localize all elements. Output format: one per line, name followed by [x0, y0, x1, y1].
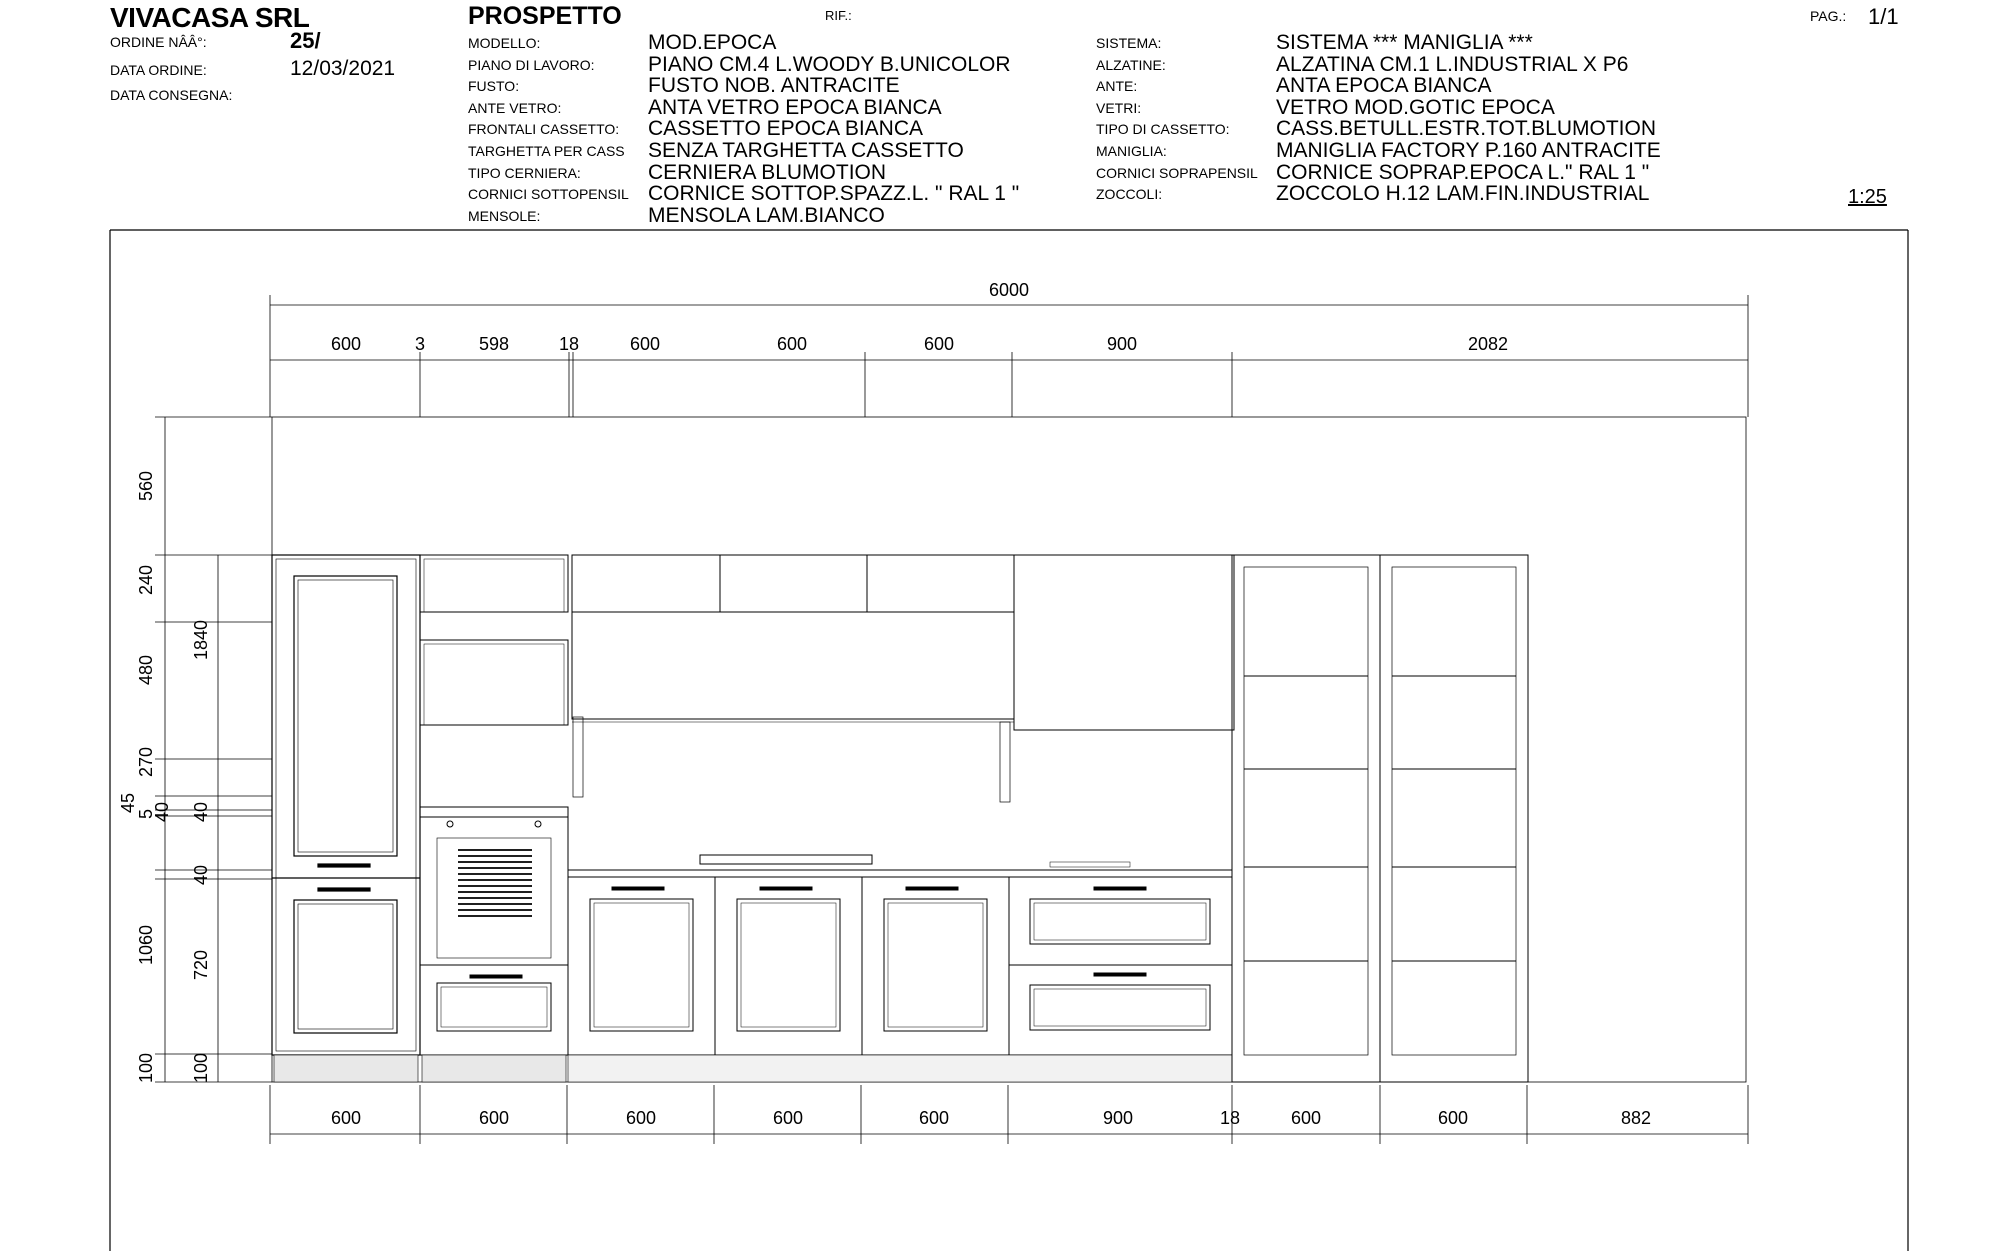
spec-right-value: MANIGLIA FACTORY P.160 ANTRACITE — [1276, 139, 1661, 162]
spec-left-label: MODELLO: — [468, 35, 541, 51]
spec-right-value: SISTEMA *** MANIGLIA *** — [1276, 31, 1533, 54]
spec-right-value: CASS.BETULL.ESTR.TOT.BLUMOTION — [1276, 117, 1657, 141]
dimension-top: 600 — [330, 334, 362, 354]
drawing-frame — [110, 230, 1908, 1251]
order-number-value: 25/ — [290, 28, 321, 53]
dimension-bottom: 600 — [625, 1108, 657, 1128]
dimension-overall: 6000 — [988, 280, 1030, 300]
dimension-bottom: 600 — [1437, 1108, 1469, 1128]
rif-label: RIF.: — [825, 8, 852, 23]
dimension-labels — [118, 280, 1651, 1128]
dimension-top: 600 — [923, 334, 955, 354]
spec-left-value: CERNIERA BLUMOTION — [648, 160, 887, 184]
dimension-bottom: 600 — [478, 1108, 510, 1128]
page-label: PAG.: — [1810, 8, 1847, 24]
spec-right-value: ZOCCOLO H.12 LAM.FIN.INDUSTRIAL — [1276, 182, 1650, 206]
dimension-left-outer: 5 — [136, 808, 156, 820]
dimension-bottom: 600 — [1290, 1108, 1322, 1128]
spec-left-label: CORNICI SOTTOPENSIL — [468, 186, 629, 203]
spec-right-value: ALZATINA CM.1 L.INDUSTRIAL X P6 — [1276, 52, 1629, 76]
dimension-left-outer: 480 — [136, 654, 156, 686]
spec-left-value: ANTA VETRO EPOCA BIANCA — [648, 95, 942, 119]
spec-right-value: CORNICE SOPRAP.EPOCA L." RAL 1 " — [1276, 160, 1650, 184]
dimension-left-inner: 100 — [191, 1052, 211, 1084]
spec-left-label: FRONTALI CASSETTO: — [468, 121, 620, 138]
dimension-bottom: 882 — [1620, 1108, 1652, 1128]
spec-left-label: TARGHETTA PER CASS — [468, 143, 625, 159]
company-name: VIVACASA SRL — [110, 2, 310, 33]
spec-left-value: MENSOLA LAM.BIANCO — [648, 203, 885, 227]
spec-right-value: ANTA EPOCA BIANCA — [1276, 74, 1492, 98]
dimension-left-inner: 40 — [191, 801, 211, 823]
dimension-top: 3 — [414, 334, 426, 354]
dimension-left-inner: 720 — [191, 949, 211, 981]
spec-left-label: TIPO CERNIERA: — [468, 164, 581, 181]
spec-left-label: MENSOLE: — [468, 207, 541, 224]
tall-fridge-column — [272, 555, 420, 1082]
spec-left-value: MOD.EPOCA — [648, 31, 777, 54]
order-date-value: 12/03/2021 — [290, 57, 396, 80]
oven-column — [420, 555, 568, 1082]
dimension-top: 598 — [478, 334, 510, 354]
page-number: 1/1 — [1868, 4, 1899, 29]
dimension-bottom: 600 — [918, 1108, 950, 1128]
glass-cabinets — [1232, 555, 1528, 1082]
spec-right-label: MANIGLIA: — [1096, 143, 1167, 159]
drawing-title: PROSPETTO — [468, 2, 622, 30]
order-number-label: ORDINE NÂÂ°: — [110, 34, 207, 50]
spec-right-label: TIPO DI CASSETTO: — [1096, 121, 1230, 138]
spec-left-label: PIANO DI LAVORO: — [468, 56, 595, 73]
scale-label: 1:25 — [1848, 186, 1887, 208]
dimension-top: 2082 — [1467, 334, 1509, 354]
dimension-bottom: 18 — [1219, 1108, 1241, 1128]
spec-right-label: ZOCCOLI: — [1096, 186, 1163, 203]
base-units — [568, 855, 1232, 1082]
dimension-left-outer: 1060 — [136, 924, 156, 966]
dimension-left-outer: 100 — [136, 1052, 156, 1084]
spec-left-label: ANTE VETRO: — [468, 99, 562, 116]
dimension-left-outer: 240 — [136, 564, 156, 596]
spec-left-value: FUSTO NOB. ANTRACITE — [648, 74, 900, 98]
spec-left-label: FUSTO: — [468, 78, 520, 95]
spec-left-value: SENZA TARGHETTA CASSETTO — [648, 139, 964, 162]
spec-left-value: CASSETTO EPOCA BIANCA — [648, 117, 924, 141]
dimension-bottom: 600 — [330, 1108, 362, 1128]
order-date-label: DATA ORDINE: — [110, 62, 207, 78]
dimension-left-outer: 560 — [136, 470, 156, 502]
spec-right-label: SISTEMA: — [1096, 35, 1162, 51]
spec-right-label: ALZATINE: — [1096, 56, 1166, 73]
dimension-left-outer: 40 — [152, 801, 172, 823]
dimension-top: 600 — [629, 334, 661, 354]
dimension-left-outer: 45 — [118, 792, 138, 814]
spec-right-label: CORNICI SOPRAPENSIL — [1096, 164, 1258, 181]
spec-left-value: CORNICE SOTTOP.SPAZZ.L. " RAL 1 " — [648, 182, 1020, 206]
dimension-top: 600 — [776, 334, 808, 354]
dimension-left-inner: 40 — [191, 864, 211, 886]
dimension-top: 18 — [558, 334, 580, 354]
delivery-date-label: DATA CONSEGNA: — [110, 87, 233, 103]
wall-units — [572, 555, 1234, 802]
dimension-bottom: 600 — [772, 1108, 804, 1128]
dimension-left-inner: 1840 — [191, 619, 211, 661]
dimension-left-outer: 270 — [136, 746, 156, 778]
spec-left-value: PIANO CM.4 L.WOODY B.UNICOLOR — [648, 52, 1011, 76]
spec-right-label: ANTE: — [1096, 78, 1138, 95]
spec-right-value: VETRO MOD.GOTIC EPOCA — [1276, 95, 1555, 119]
spec-right-label: VETRI: — [1096, 99, 1142, 116]
dimension-bottom: 900 — [1102, 1108, 1134, 1128]
dimension-top: 900 — [1106, 334, 1138, 354]
